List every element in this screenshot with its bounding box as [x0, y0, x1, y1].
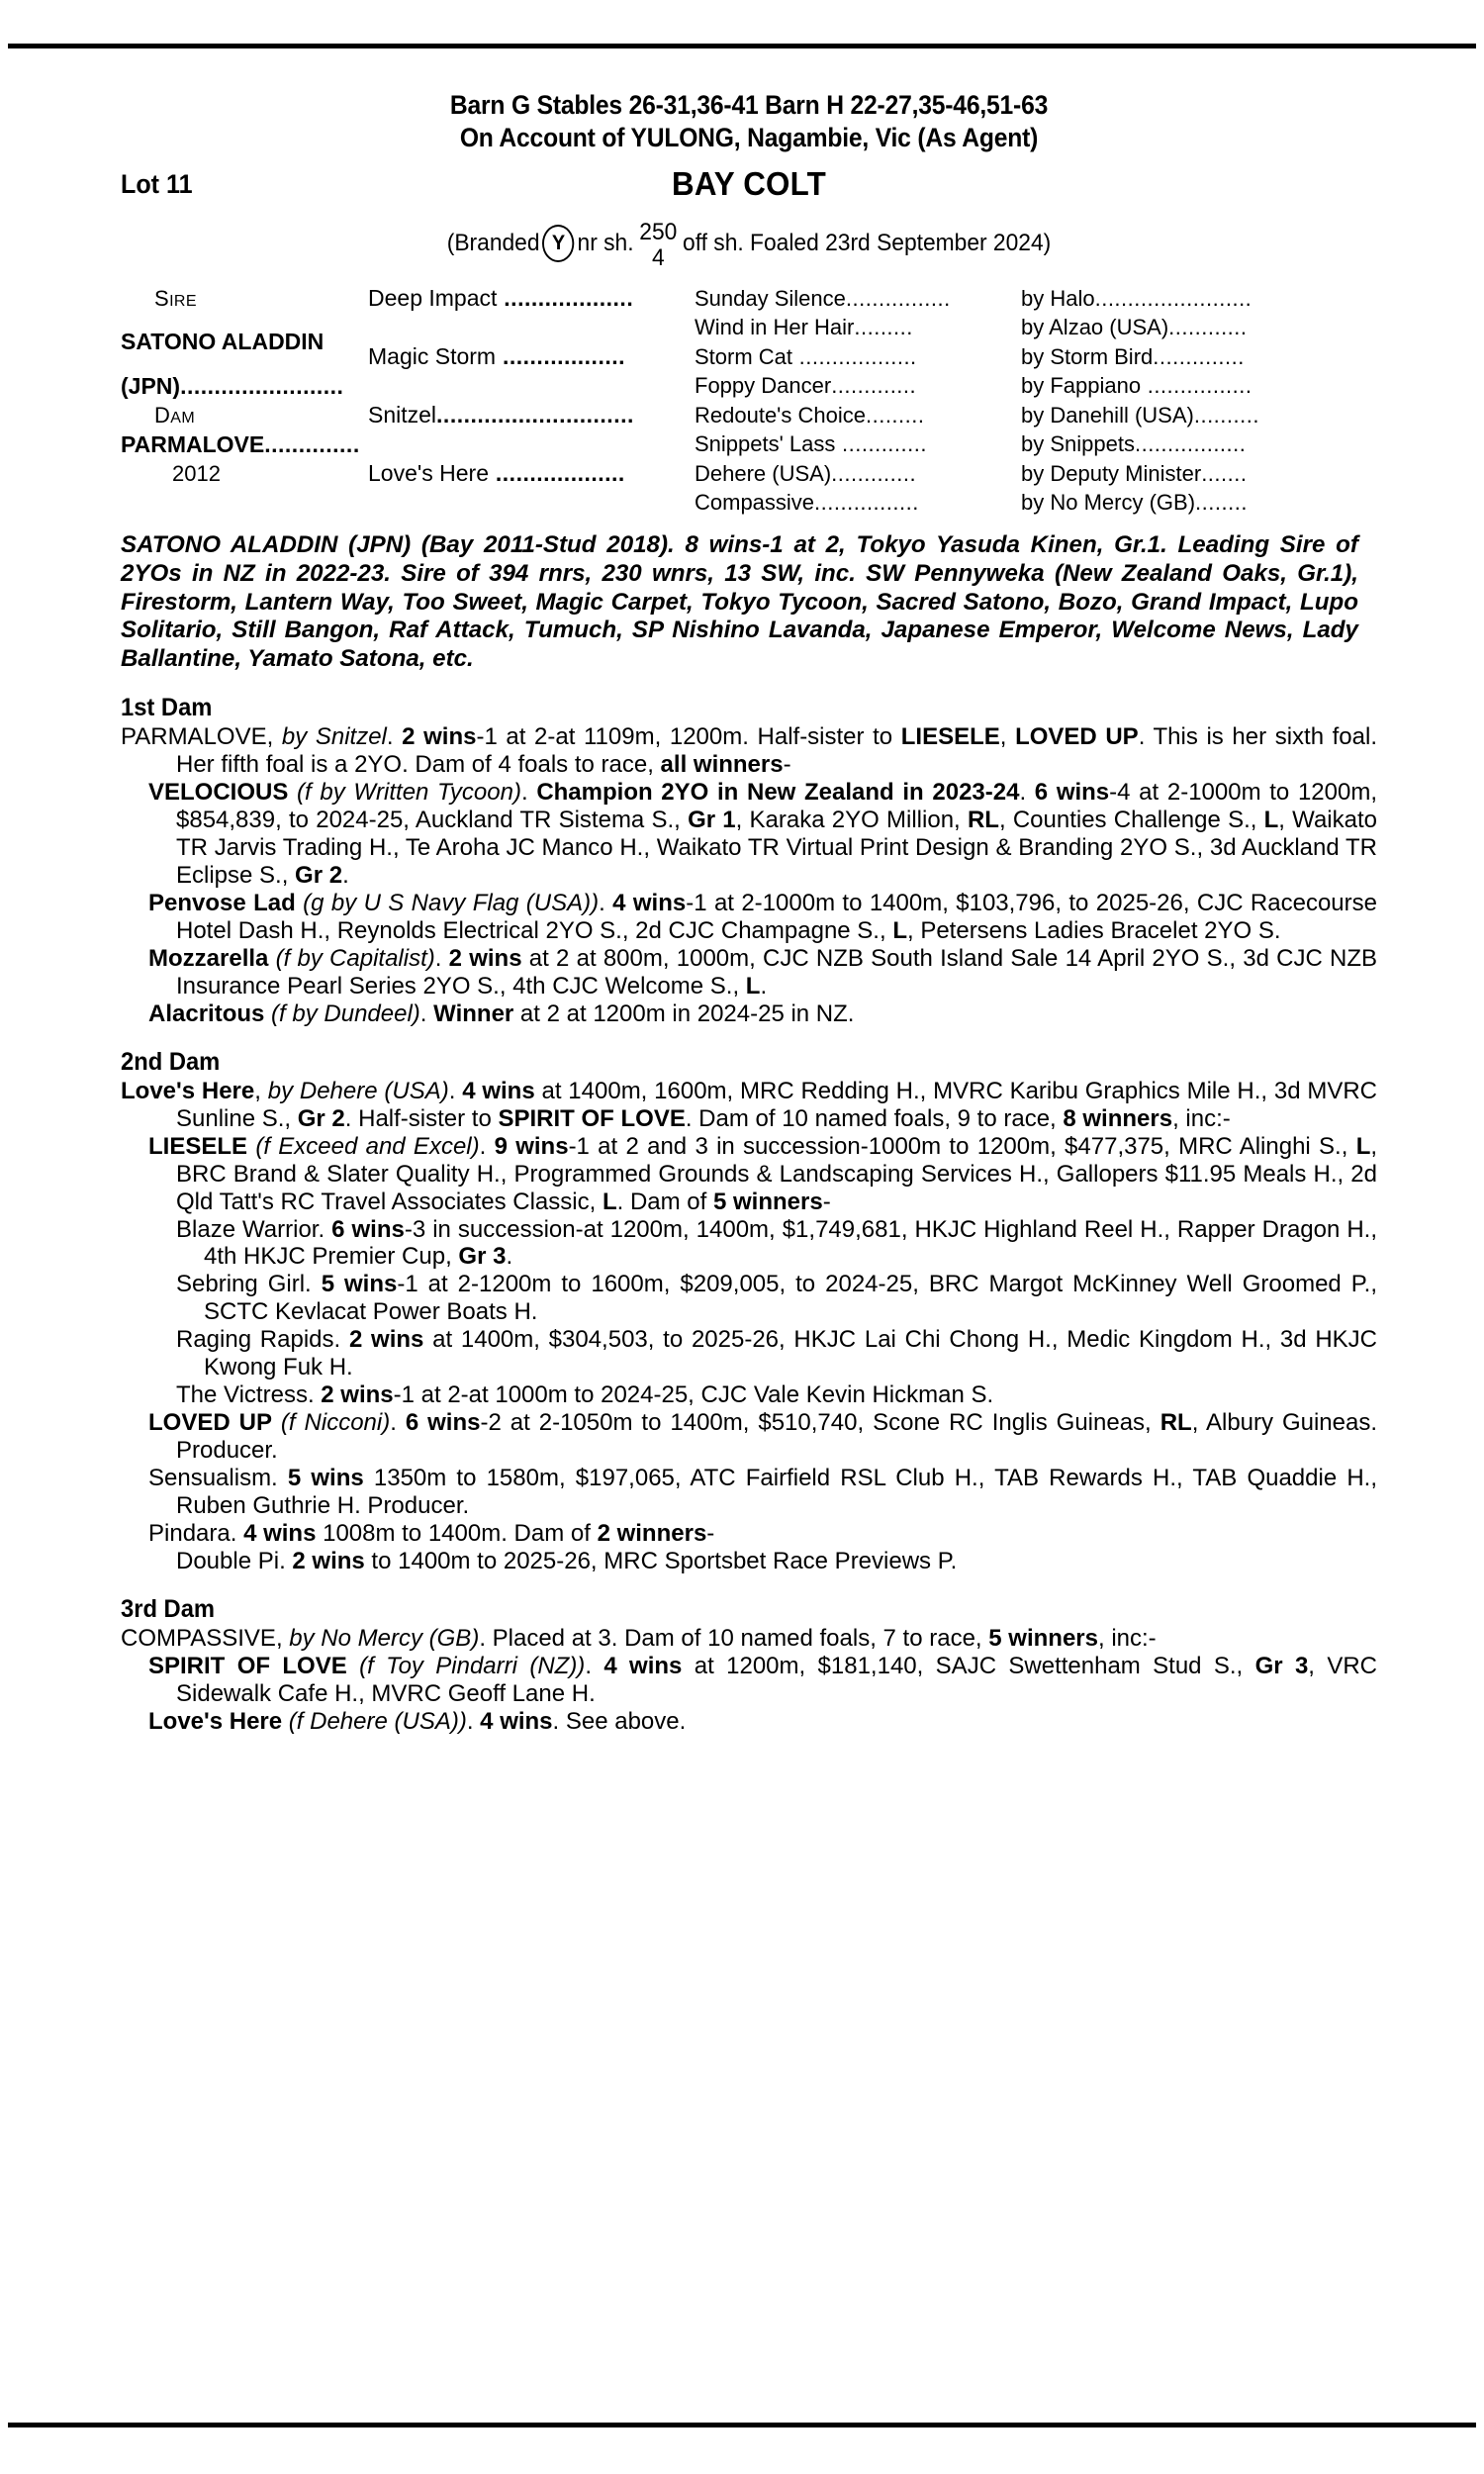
progeny-breeding: (g by U S Navy Flag (USA)) — [303, 890, 600, 916]
dam-lead-paragraph: COMPASSIVE, by No Mercy (GB). Placed at 3. Dam of 10 named foals, 7 to race, 5 winners, inc:- — [121, 1624, 1157, 1652]
progeny-child-entry: Double Pi. 2 wins to 1400m to 2025-26, MRC Sportsbet Race Previews P. — [176, 1547, 958, 1574]
progeny-entry: LIESELE (f Exceed and Excel). 9 wins-1 at 2 and 3 in succession-1000m to 1200m, $477,375, MRC Alinghi S., L, BRC Brand & Slater Quality H., Programmed Grounds & Landscaping Services H., Gallopers $11.95 Meals H., 2d Qld Tatt's RC Travel Associates Classic, L. Dam of 5 winners- — [148, 1132, 1378, 1215]
gen4-alzao: by Alzao (USA)............ — [1021, 315, 1248, 339]
dam-sire: by Snitzel — [281, 723, 387, 751]
progeny-name: Pindara. — [148, 1520, 237, 1548]
dam-name: COMPASSIVE — [121, 1624, 276, 1652]
gen3-wind-in-her-hair: Wind in Her Hair......... — [695, 315, 913, 339]
table-row — [121, 284, 1377, 314]
table-row — [121, 401, 1377, 430]
gen2-blank-4 — [368, 488, 695, 518]
dam-name: Love's Here — [121, 1077, 255, 1104]
progeny-name: Alacritous — [148, 999, 265, 1027]
off-shoulder-foaled-label: off sh. Foaled 23rd September 2024) — [683, 229, 1052, 256]
progeny-entry: Sensualism. 5 wins 1350m to 1580m, $197,065, ATC Fairfield RSL Club H., TAB Rewards H., TAB Quaddie H., Ruben Guthrie H. Producer. — [148, 1465, 1377, 1520]
pedigree-table — [121, 284, 1377, 518]
lot-number: Lot 11 — [121, 168, 193, 199]
progeny-entry: LOVED UP (f Nicconi). 6 wins-2 at 2-1050m to 1400m, $510,740, Scone RC Inglis Guineas, RL, Albury Guineas. Producer. — [148, 1409, 1378, 1465]
progeny-breeding: (f by Capitalist) — [275, 944, 435, 972]
dam-sections — [121, 694, 1377, 1735]
progeny-child-name: The Victress. — [176, 1381, 315, 1409]
gen2-deep-impact: Deep Impact ................... — [368, 285, 634, 311]
gen3-redoutes-choice: Redoute's Choice......... — [695, 402, 925, 428]
table-row — [121, 488, 1377, 518]
gen4-no-mercy: by No Mercy (GB)........ — [1021, 490, 1248, 515]
gen2-loves-here: Love's Here ................... — [368, 460, 625, 486]
brand-number-stack — [639, 218, 678, 271]
sire-label-text: IRE — [169, 292, 197, 310]
near-shoulder-label: nr sh. — [577, 229, 634, 256]
sire-country: (JPN)........................ — [121, 372, 344, 399]
progeny-entry: Alacritous (f by Dundeel). Winner at 2 at 1200m in 2024-25 in NZ. — [148, 999, 855, 1027]
progeny-child-name: Blaze Warrior. — [176, 1215, 325, 1243]
account-line: On Account of YULONG, Nagambie, Vic (As Agent) — [459, 123, 1039, 153]
progeny-name: Mozzarella — [148, 944, 269, 972]
table-row — [121, 371, 1377, 401]
table-row — [121, 313, 1377, 342]
top-divider — [8, 44, 1476, 48]
brand-number-top: 250 — [639, 218, 678, 245]
branded-prefix-label: (Branded — [446, 229, 540, 256]
dam-section-title: 3rd Dam — [121, 1594, 216, 1623]
gen2-blank-1 — [368, 313, 695, 342]
progeny-breeding: (f Exceed and Excel) — [255, 1132, 480, 1160]
table-row — [121, 459, 1377, 489]
progeny-child-name: Raging Rapids. — [176, 1326, 341, 1354]
progeny-name: SPIRIT OF LOVE — [148, 1652, 347, 1679]
progeny-name: LIESELE — [148, 1132, 248, 1160]
progeny-name: Penvose Lad — [148, 890, 296, 916]
branding-line — [152, 218, 1346, 271]
lot-row — [121, 165, 1377, 213]
sire-label: SIRE — [154, 285, 197, 311]
sire-name: SATONO ALADDIN — [121, 329, 325, 355]
progeny-name: Love's Here — [148, 1707, 283, 1735]
gen4-danehill: by Danehill (USA).......... — [1021, 402, 1259, 428]
gen2-snitzel: Snitzel............................. — [368, 402, 634, 428]
dam-name: PARMALOVE — [121, 723, 267, 751]
bottom-divider — [8, 2423, 1476, 2427]
progeny-entry: Penvose Lad (g by U S Navy Flag (USA)). 4 wins-1 at 2-1000m to 1400m, $103,796, to 2025-26, CJC Racecourse Hotel Dash H., Reynolds Electrical 2YO S., 2d CJC Champagne S., L, Petersens Ladies Bracelet 2YO S. — [148, 890, 1377, 944]
gen4-storm-bird: by Storm Bird.............. — [1021, 343, 1245, 369]
progeny-breeding: (f by Dundeel) — [271, 999, 420, 1027]
gen2-magic-storm: Magic Storm .................. — [368, 343, 626, 369]
progeny-name: LOVED UP — [148, 1409, 272, 1437]
dam-section-title: 2nd Dam — [121, 1047, 221, 1076]
gen2-blank-3 — [368, 429, 695, 459]
gen3-dehere: Dehere (USA)............. — [695, 460, 917, 486]
gen3-foppy-dancer: Foppy Dancer............. — [695, 373, 917, 398]
progeny-child-entry: Raging Rapids. 2 wins at 1400m, $304,503, to 2025-26, HKJC Lai Chi Chong H., Medic Kingdom H., 3d HKJC Kwong Fuk H. — [176, 1326, 1378, 1381]
dam-lead-paragraph: Love's Here, by Dehere (USA). 4 wins at 1400m, 1600m, MRC Redding H., MVRC Karibu Graphics Mile H., 3d MVRC Sunline S., Gr 2. Half-sister to SPIRIT OF LOVE. Dam of 10 named foals, 9 to race, 8 winners, inc:- — [121, 1077, 1378, 1132]
dam-lead-paragraph: PARMALOVE, by Snitzel. 2 wins-1 at 2-at 1109m, 1200m. Half-sister to LIESELE, LOVED UP. This is her sixth foal. Her fifth foal is a 2YO. Dam of 4 foals to race, all winners- — [121, 723, 1378, 779]
gen3-compassive: Compassive................ — [695, 490, 919, 515]
progeny-name: VELOCIOUS — [148, 779, 289, 807]
progeny-entry: Love's Here (f Dehere (USA)). 4 wins. See above. — [148, 1707, 687, 1735]
brand-number-bottom: 4 — [651, 243, 665, 271]
progeny-entry: VELOCIOUS (f by Written Tycoon). Champion 2YO in New Zealand in 2023-24. 6 wins-4 at 2-1000m to 1200m, $854,839, to 2024-25, Auckland TR Sistema S., Gr 1, Karaka 2YO Million, RL, Counties Challenge S., L, Waikato TR Jarvis Trading H., Te Aroha JC Manco H., Waikato TR Virtual Print Design & Branding 2YO S., 3d Auckland TR Eclipse S., Gr 2. — [148, 779, 1377, 890]
gen4-snippets: by Snippets................. — [1021, 431, 1247, 456]
progeny-child-name: Double Pi. — [176, 1547, 286, 1574]
dam-sire: by Dehere (USA) — [267, 1077, 449, 1104]
sire-summary-paragraph: SATONO ALADDIN (JPN) (Bay 2011-Stud 2018). 8 wins-1 at 2, Tokyo Yasuda Kinen, Gr.1. Leading Sire of 2YOs in NZ in 2022-23. Sire of 394 rnrs, 230 wnrs, 13 SW, inc. SW Pennyweka (New Zealand Oaks, Gr.1), Firestorm, Lantern Way, Too Sweet, Magic Carpet, Tokyo Tycoon, Sacred Satono, Bozo, Grand Impact, Lupo Solitario, Still Bangon, Raf Attack, Tumuch, SP Nishino Lavanda, Japanese Emperor, Welcome News, Lady Ballantine, Yamato Satona, etc. — [121, 530, 1358, 673]
progeny-name: Sensualism. — [148, 1465, 278, 1492]
progeny-entry: Mozzarella (f by Capitalist). 2 wins at 2 at 800m, 1000m, CJC NZB South Island Sale 14 April 2YO S., 3d CJC NZB Insurance Pearl Series 2YO S., 4th CJC Welcome S., L. — [148, 944, 1378, 999]
page-content — [121, 89, 1377, 1736]
gen4-halo: by Halo........................ — [1021, 285, 1252, 311]
progeny-child-name: Sebring Girl. — [176, 1271, 312, 1298]
progeny-entry: SPIRIT OF LOVE (f Toy Pindarri (NZ)). 4 wins at 1200m, $181,140, SAJC Swettenham Stud S., Gr 3, VRC Sidewalk Cafe H., MVRC Geoff Lane H. — [148, 1652, 1377, 1707]
page-title: BAY COLT — [672, 164, 826, 202]
brand-symbol-letter: Y — [551, 231, 566, 254]
gen3-snippets-lass: Snippets' Lass ............. — [695, 431, 927, 456]
vendor-header — [164, 89, 1333, 155]
progeny-child-entry: The Victress. 2 wins-1 at 2-at 1000m to 2024-25, CJC Vale Kevin Hickman S. — [176, 1381, 994, 1409]
dam-year: 2012 — [172, 460, 221, 486]
gen2-blank-2 — [368, 371, 695, 401]
gen4-fappiano: by Fappiano ................ — [1021, 373, 1252, 398]
brand-symbol-icon — [542, 225, 574, 262]
dam-sire: by No Mercy (GB) — [289, 1624, 480, 1652]
gen3-sunday-silence: Sunday Silence................ — [695, 285, 951, 311]
dam-name: PARMALOVE.............. — [121, 430, 360, 457]
dam-section-title: 1st Dam — [121, 694, 213, 722]
gen3-storm-cat: Storm Cat .................. — [695, 343, 917, 369]
progeny-breeding: (f by Written Tycoon) — [297, 779, 521, 807]
barn-line: Barn G Stables 26-31,36-41 Barn H 22-27,35-46,51-63 — [449, 90, 1049, 120]
gen1-blank — [121, 488, 368, 518]
progeny-breeding: (f Toy Pindarri (NZ)) — [359, 1652, 586, 1679]
progeny-breeding: (f Nicconi) — [280, 1409, 391, 1437]
progeny-breeding: (f Dehere (USA)) — [288, 1707, 467, 1735]
progeny-child-entry: Sebring Girl. 5 wins-1 at 2-1200m to 1600m, $209,005, to 2024-25, BRC Margot McKinney Well Groomed P., SCTC Kevlacat Power Boats H. — [176, 1271, 1378, 1326]
gen4-deputy-minister: by Deputy Minister....... — [1021, 460, 1248, 486]
progeny-child-entry: Blaze Warrior. 6 wins-3 in succession-at 1200m, 1400m, $1,749,681, HKJC Highland Reel H., Rapper Dragon H., 4th HKJC Premier Cup, Gr 3. — [176, 1215, 1378, 1271]
table-row — [121, 429, 1377, 459]
progeny-entry: Pindara. 4 wins 1008m to 1400m. Dam of 2 winners- — [148, 1520, 715, 1548]
dam-label: DAM — [154, 402, 196, 428]
